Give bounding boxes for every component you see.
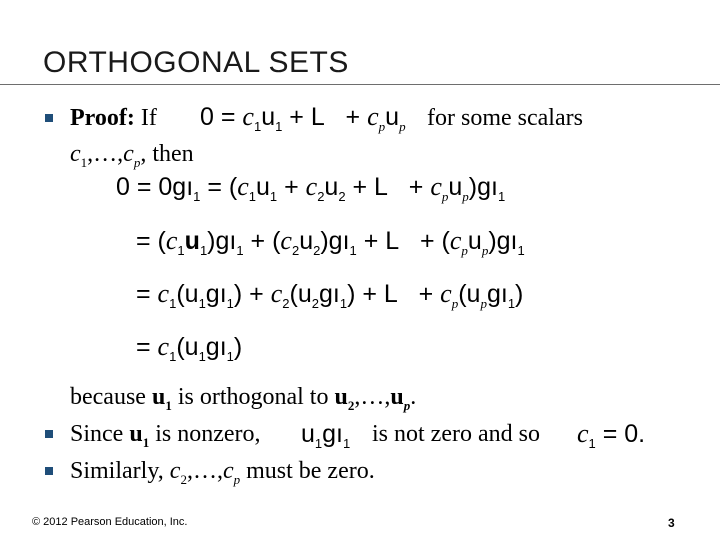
bullet1-equation: $0 = c_1u_1 + L + c_pu_p$	[200, 102, 406, 134]
nonzero-text: is nonzero,	[155, 421, 261, 447]
equation-line-4: = $c_1(u_1gı_1)$	[136, 332, 243, 364]
bullet-marker	[45, 430, 53, 438]
not-zero-text: is not zero and so	[372, 421, 540, 447]
inline-dot-product: $u_1gı_1$	[301, 420, 351, 451]
equation-line-2: = $(c_1u_1)gı_1$ + $(c_2u_2)gı_1 + L$ + $(c_pu_p)gı_1$	[136, 226, 525, 258]
title-divider	[0, 84, 720, 85]
page-number: 3	[668, 516, 675, 530]
bullet-marker	[45, 467, 53, 475]
bullet1-text	[70, 104, 157, 132]
because-line: because $u_1$ is orthogonal to $u_2,\dots,u_p$.	[70, 384, 417, 413]
because-word: because	[70, 384, 146, 410]
orthogonal-text: is orthogonal to	[177, 384, 329, 410]
c1-equals-zero: $c_1 = 0$.	[577, 419, 646, 451]
copyright-footer: © 2012 Pearson Education, Inc.	[32, 516, 188, 528]
slide-title: ORTHOGONAL SETS	[43, 46, 349, 79]
bullet3-text: Similarly, $c_2,\dots,c_p$ must be zero.	[70, 458, 375, 487]
proof-lead: Proof:	[70, 105, 135, 131]
bullet1-suffix: for some scalars	[427, 105, 583, 131]
bullet-marker	[45, 114, 53, 122]
equation-line-3: = $c_1(u_1gı_1)$ + $c_2(u_2gı_1) + L$ + $c_p(u_pgı_1)$	[136, 279, 524, 311]
bullet2-text: Since $u_1$ is nonzero,	[70, 421, 261, 450]
equation-line-1: $0 = 0gı_1 = (c_1u_1 + c_2u_2 + L$ + $c_pu_p)gı_1$	[116, 172, 506, 204]
if-word: If	[140, 105, 157, 131]
bullet1-line2: $c_1,\dots,c_p$, then	[70, 141, 194, 170]
since-word: Since	[70, 421, 124, 447]
